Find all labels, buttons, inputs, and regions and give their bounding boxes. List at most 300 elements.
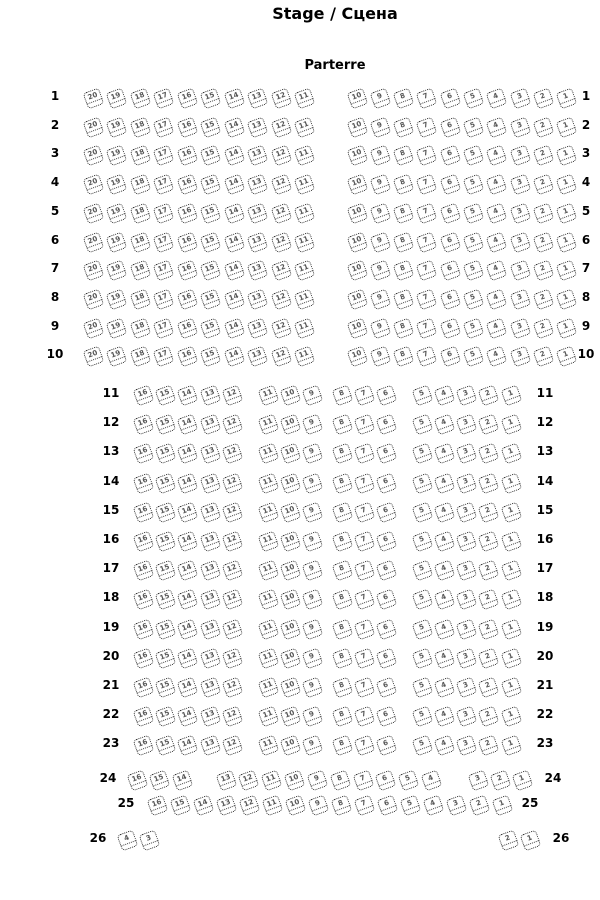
seat-row11-9[interactable] xyxy=(302,385,324,407)
seat-row4-16[interactable] xyxy=(176,174,198,196)
seat-row13-10[interactable] xyxy=(279,443,301,465)
seat-row11-2[interactable] xyxy=(478,385,500,407)
seat-row21-2[interactable] xyxy=(478,677,500,699)
seat-row2-20[interactable] xyxy=(82,116,104,138)
seat-row23-1[interactable] xyxy=(500,735,522,757)
seat-row22-1[interactable] xyxy=(500,706,522,728)
seat-row10-14[interactable] xyxy=(223,346,245,368)
seat-row9-18[interactable] xyxy=(129,317,151,339)
seat-row4-8[interactable] xyxy=(393,174,415,196)
seat-row3-6[interactable] xyxy=(439,145,461,167)
seat-row11-12[interactable] xyxy=(222,385,244,407)
seat-row9-20[interactable] xyxy=(82,317,104,339)
seat-row20-15[interactable] xyxy=(154,647,176,669)
seat-row1-18[interactable] xyxy=(129,88,151,110)
seat-row19-9[interactable] xyxy=(302,618,324,640)
seat-row11-16[interactable] xyxy=(132,385,154,407)
seat-row26-4[interactable] xyxy=(116,830,138,852)
seat-row8-5[interactable] xyxy=(463,288,485,310)
seat-row23-16[interactable] xyxy=(132,735,154,757)
seat-row2-13[interactable] xyxy=(247,116,269,138)
seat-row17-11[interactable] xyxy=(257,560,279,582)
seat-row11-7[interactable] xyxy=(353,385,375,407)
seat-row1-6[interactable] xyxy=(439,88,461,110)
seat-row4-3[interactable] xyxy=(509,174,531,196)
seat-row2-16[interactable] xyxy=(176,116,198,138)
seat-row20-3[interactable] xyxy=(456,647,478,669)
seat-row15-14[interactable] xyxy=(177,501,199,523)
seat-row3-5[interactable] xyxy=(463,145,485,167)
seat-row12-7[interactable] xyxy=(353,414,375,436)
seat-row20-1[interactable] xyxy=(500,647,522,669)
seat-row9-17[interactable] xyxy=(153,317,175,339)
seat-row9-9[interactable] xyxy=(369,317,391,339)
seat-row6-15[interactable] xyxy=(200,231,222,253)
seat-row3-13[interactable] xyxy=(247,145,269,167)
seat-row18-1[interactable] xyxy=(500,589,522,611)
seat-row14-11[interactable] xyxy=(257,472,279,494)
seat-row22-11[interactable] xyxy=(257,706,279,728)
seat-row9-19[interactable] xyxy=(106,317,128,339)
seat-row6-8[interactable] xyxy=(393,231,415,253)
seat-row23-13[interactable] xyxy=(199,735,221,757)
seat-row24-10[interactable] xyxy=(284,770,306,792)
seat-row25-11[interactable] xyxy=(261,795,283,817)
seat-row4-4[interactable] xyxy=(486,174,508,196)
seat-row22-13[interactable] xyxy=(199,706,221,728)
seat-row3-19[interactable] xyxy=(106,145,128,167)
seat-row3-20[interactable] xyxy=(82,145,104,167)
seat-row8-4[interactable] xyxy=(486,288,508,310)
seat-row15-10[interactable] xyxy=(279,501,301,523)
seat-row16-3[interactable] xyxy=(456,531,478,553)
seat-row4-19[interactable] xyxy=(106,174,128,196)
seat-row16-16[interactable] xyxy=(132,531,154,553)
seat-row18-12[interactable] xyxy=(222,589,244,611)
seat-row11-6[interactable] xyxy=(376,385,398,407)
seat-row14-8[interactable] xyxy=(331,472,353,494)
seat-row5-6[interactable] xyxy=(439,202,461,224)
seat-row7-13[interactable] xyxy=(247,260,269,282)
seat-row26-1[interactable] xyxy=(520,830,542,852)
seat-row14-14[interactable] xyxy=(177,472,199,494)
seat-row12-12[interactable] xyxy=(222,414,244,436)
seat-row8-13[interactable] xyxy=(247,288,269,310)
seat-row17-6[interactable] xyxy=(376,560,398,582)
seat-row12-15[interactable] xyxy=(154,414,176,436)
seat-row11-8[interactable] xyxy=(331,385,353,407)
seat-row9-2[interactable] xyxy=(532,317,554,339)
seat-row8-6[interactable] xyxy=(439,288,461,310)
seat-row24-15[interactable] xyxy=(149,770,171,792)
seat-row19-5[interactable] xyxy=(411,618,433,640)
seat-row23-7[interactable] xyxy=(353,735,375,757)
seat-row17-8[interactable] xyxy=(331,560,353,582)
seat-row24-14[interactable] xyxy=(172,770,194,792)
seat-row10-15[interactable] xyxy=(200,346,222,368)
seat-row23-9[interactable] xyxy=(302,735,324,757)
seat-row7-20[interactable] xyxy=(82,260,104,282)
seat-row21-8[interactable] xyxy=(331,677,353,699)
seat-row19-3[interactable] xyxy=(456,618,478,640)
seat-row9-13[interactable] xyxy=(247,317,269,339)
seat-row1-12[interactable] xyxy=(270,88,292,110)
seat-row1-10[interactable] xyxy=(346,88,368,110)
seat-row23-15[interactable] xyxy=(154,735,176,757)
seat-row6-16[interactable] xyxy=(176,231,198,253)
seat-row9-7[interactable] xyxy=(416,317,438,339)
seat-row20-7[interactable] xyxy=(353,647,375,669)
seat-row9-6[interactable] xyxy=(439,317,461,339)
seat-row23-10[interactable] xyxy=(279,735,301,757)
seat-row17-5[interactable] xyxy=(411,560,433,582)
seat-row19-13[interactable] xyxy=(199,618,221,640)
seat-row15-15[interactable] xyxy=(154,501,176,523)
seat-row5-11[interactable] xyxy=(294,202,316,224)
seat-row18-15[interactable] xyxy=(154,589,176,611)
seat-row24-6[interactable] xyxy=(375,770,397,792)
seat-row13-11[interactable] xyxy=(257,443,279,465)
seat-row25-15[interactable] xyxy=(169,795,191,817)
seat-row3-1[interactable] xyxy=(556,145,578,167)
seat-row10-16[interactable] xyxy=(176,346,198,368)
seat-row10-6[interactable] xyxy=(439,346,461,368)
seat-row12-11[interactable] xyxy=(257,414,279,436)
seat-row5-2[interactable] xyxy=(532,202,554,224)
seat-row17-9[interactable] xyxy=(302,560,324,582)
seat-row24-1[interactable] xyxy=(512,770,534,792)
seat-row22-7[interactable] xyxy=(353,706,375,728)
seat-row16-2[interactable] xyxy=(478,531,500,553)
seat-row23-8[interactable] xyxy=(331,735,353,757)
seat-row20-2[interactable] xyxy=(478,647,500,669)
seat-row25-14[interactable] xyxy=(192,795,214,817)
seat-row13-1[interactable] xyxy=(500,443,522,465)
seat-row18-4[interactable] xyxy=(433,589,455,611)
seat-row13-6[interactable] xyxy=(376,443,398,465)
seat-row7-9[interactable] xyxy=(369,260,391,282)
seat-row16-5[interactable] xyxy=(411,531,433,553)
seat-row25-4[interactable] xyxy=(422,795,444,817)
seat-row11-5[interactable] xyxy=(411,385,433,407)
seat-row12-13[interactable] xyxy=(199,414,221,436)
seat-row5-12[interactable] xyxy=(270,202,292,224)
seat-row8-17[interactable] xyxy=(153,288,175,310)
seat-row4-14[interactable] xyxy=(223,174,245,196)
seat-row18-7[interactable] xyxy=(353,589,375,611)
seat-row5-18[interactable] xyxy=(129,202,151,224)
seat-row18-13[interactable] xyxy=(199,589,221,611)
seat-row7-4[interactable] xyxy=(486,260,508,282)
seat-row14-10[interactable] xyxy=(279,472,301,494)
seat-row15-12[interactable] xyxy=(222,501,244,523)
seat-row19-16[interactable] xyxy=(132,618,154,640)
seat-row2-11[interactable] xyxy=(294,116,316,138)
seat-row15-2[interactable] xyxy=(478,501,500,523)
seat-row6-4[interactable] xyxy=(486,231,508,253)
seat-row26-3[interactable] xyxy=(139,830,161,852)
seat-row3-11[interactable] xyxy=(294,145,316,167)
seat-row7-16[interactable] xyxy=(176,260,198,282)
seat-row8-14[interactable] xyxy=(223,288,245,310)
seat-row19-2[interactable] xyxy=(478,618,500,640)
seat-row25-9[interactable] xyxy=(307,795,329,817)
seat-row19-1[interactable] xyxy=(500,618,522,640)
seat-row13-2[interactable] xyxy=(478,443,500,465)
seat-row25-10[interactable] xyxy=(284,795,306,817)
seat-row2-10[interactable] xyxy=(346,116,368,138)
seat-row13-13[interactable] xyxy=(199,443,221,465)
seat-row13-5[interactable] xyxy=(411,443,433,465)
seat-row11-15[interactable] xyxy=(154,385,176,407)
seat-row7-5[interactable] xyxy=(463,260,485,282)
seat-row20-10[interactable] xyxy=(279,647,301,669)
seat-row12-16[interactable] xyxy=(132,414,154,436)
seat-row17-10[interactable] xyxy=(279,560,301,582)
seat-row11-1[interactable] xyxy=(500,385,522,407)
seat-row10-13[interactable] xyxy=(247,346,269,368)
seat-row26-2[interactable] xyxy=(497,830,519,852)
seat-row4-10[interactable] xyxy=(346,174,368,196)
seat-row15-8[interactable] xyxy=(331,501,353,523)
seat-row10-9[interactable] xyxy=(369,346,391,368)
seat-row1-8[interactable] xyxy=(393,88,415,110)
seat-row21-12[interactable] xyxy=(222,677,244,699)
seat-row5-8[interactable] xyxy=(393,202,415,224)
seat-row4-7[interactable] xyxy=(416,174,438,196)
seat-row6-19[interactable] xyxy=(106,231,128,253)
seat-row12-10[interactable] xyxy=(279,414,301,436)
seat-row3-8[interactable] xyxy=(393,145,415,167)
seat-row21-14[interactable] xyxy=(177,677,199,699)
seat-row11-4[interactable] xyxy=(433,385,455,407)
seat-row8-3[interactable] xyxy=(509,288,531,310)
seat-row2-8[interactable] xyxy=(393,116,415,138)
seat-row24-5[interactable] xyxy=(398,770,420,792)
seat-row24-3[interactable] xyxy=(467,770,489,792)
seat-row10-1[interactable] xyxy=(556,346,578,368)
seat-row13-16[interactable] xyxy=(132,443,154,465)
seat-row16-1[interactable] xyxy=(500,531,522,553)
seat-row8-12[interactable] xyxy=(270,288,292,310)
seat-row17-12[interactable] xyxy=(222,560,244,582)
seat-row2-1[interactable] xyxy=(556,116,578,138)
seat-row6-17[interactable] xyxy=(153,231,175,253)
seat-row8-16[interactable] xyxy=(176,288,198,310)
seat-row14-7[interactable] xyxy=(353,472,375,494)
seat-row1-5[interactable] xyxy=(463,88,485,110)
seat-row24-12[interactable] xyxy=(238,770,260,792)
seat-row3-7[interactable] xyxy=(416,145,438,167)
seat-row2-18[interactable] xyxy=(129,116,151,138)
seat-row6-1[interactable] xyxy=(556,231,578,253)
seat-row5-13[interactable] xyxy=(247,202,269,224)
seat-row1-7[interactable] xyxy=(416,88,438,110)
seat-row12-6[interactable] xyxy=(376,414,398,436)
seat-row24-4[interactable] xyxy=(421,770,443,792)
seat-row6-6[interactable] xyxy=(439,231,461,253)
seat-row2-9[interactable] xyxy=(369,116,391,138)
seat-row14-4[interactable] xyxy=(433,472,455,494)
seat-row2-5[interactable] xyxy=(463,116,485,138)
seat-row16-14[interactable] xyxy=(177,531,199,553)
seat-row11-10[interactable] xyxy=(279,385,301,407)
seat-row18-9[interactable] xyxy=(302,589,324,611)
seat-row2-19[interactable] xyxy=(106,116,128,138)
seat-row14-12[interactable] xyxy=(222,472,244,494)
seat-row24-11[interactable] xyxy=(261,770,283,792)
seat-row7-19[interactable] xyxy=(106,260,128,282)
seat-row6-9[interactable] xyxy=(369,231,391,253)
seat-row14-2[interactable] xyxy=(478,472,500,494)
seat-row12-9[interactable] xyxy=(302,414,324,436)
seat-row4-18[interactable] xyxy=(129,174,151,196)
seat-row2-14[interactable] xyxy=(223,116,245,138)
seat-row10-4[interactable] xyxy=(486,346,508,368)
seat-row3-15[interactable] xyxy=(200,145,222,167)
seat-row21-4[interactable] xyxy=(433,677,455,699)
seat-row13-9[interactable] xyxy=(302,443,324,465)
seat-row5-14[interactable] xyxy=(223,202,245,224)
seat-row19-7[interactable] xyxy=(353,618,375,640)
seat-row7-6[interactable] xyxy=(439,260,461,282)
seat-row6-5[interactable] xyxy=(463,231,485,253)
seat-row11-14[interactable] xyxy=(177,385,199,407)
seat-row4-17[interactable] xyxy=(153,174,175,196)
seat-row1-20[interactable] xyxy=(82,88,104,110)
seat-row1-2[interactable] xyxy=(532,88,554,110)
seat-row19-4[interactable] xyxy=(433,618,455,640)
seat-row17-7[interactable] xyxy=(353,560,375,582)
seat-row24-7[interactable] xyxy=(352,770,374,792)
seat-row10-11[interactable] xyxy=(294,346,316,368)
seat-row19-8[interactable] xyxy=(331,618,353,640)
seat-row2-17[interactable] xyxy=(153,116,175,138)
seat-row14-3[interactable] xyxy=(456,472,478,494)
seat-row10-20[interactable] xyxy=(82,346,104,368)
seat-row2-12[interactable] xyxy=(270,116,292,138)
seat-row10-18[interactable] xyxy=(129,346,151,368)
seat-row7-15[interactable] xyxy=(200,260,222,282)
seat-row24-9[interactable] xyxy=(306,770,328,792)
seat-row15-3[interactable] xyxy=(456,501,478,523)
seat-row4-9[interactable] xyxy=(369,174,391,196)
seat-row22-15[interactable] xyxy=(154,706,176,728)
seat-row1-9[interactable] xyxy=(369,88,391,110)
seat-row6-3[interactable] xyxy=(509,231,531,253)
seat-row4-13[interactable] xyxy=(247,174,269,196)
seat-row17-16[interactable] xyxy=(132,560,154,582)
seat-row7-14[interactable] xyxy=(223,260,245,282)
seat-row9-14[interactable] xyxy=(223,317,245,339)
seat-row15-1[interactable] xyxy=(500,501,522,523)
seat-row10-10[interactable] xyxy=(346,346,368,368)
seat-row24-2[interactable] xyxy=(489,770,511,792)
seat-row21-6[interactable] xyxy=(376,677,398,699)
seat-row17-14[interactable] xyxy=(177,560,199,582)
seat-row24-13[interactable] xyxy=(215,770,237,792)
seat-row2-7[interactable] xyxy=(416,116,438,138)
seat-row8-19[interactable] xyxy=(106,288,128,310)
seat-row21-9[interactable] xyxy=(302,677,324,699)
seat-row14-1[interactable] xyxy=(500,472,522,494)
seat-row3-2[interactable] xyxy=(532,145,554,167)
seat-row12-4[interactable] xyxy=(433,414,455,436)
seat-row18-16[interactable] xyxy=(132,589,154,611)
seat-row21-15[interactable] xyxy=(154,677,176,699)
seat-row8-9[interactable] xyxy=(369,288,391,310)
seat-row8-18[interactable] xyxy=(129,288,151,310)
seat-row3-14[interactable] xyxy=(223,145,245,167)
seat-row1-11[interactable] xyxy=(294,88,316,110)
seat-row25-7[interactable] xyxy=(353,795,375,817)
seat-row5-10[interactable] xyxy=(346,202,368,224)
seat-row9-12[interactable] xyxy=(270,317,292,339)
seat-row5-9[interactable] xyxy=(369,202,391,224)
seat-row22-5[interactable] xyxy=(411,706,433,728)
seat-row9-16[interactable] xyxy=(176,317,198,339)
seat-row18-11[interactable] xyxy=(257,589,279,611)
seat-row8-8[interactable] xyxy=(393,288,415,310)
seat-row4-12[interactable] xyxy=(270,174,292,196)
seat-row7-11[interactable] xyxy=(294,260,316,282)
seat-row22-6[interactable] xyxy=(376,706,398,728)
seat-row13-7[interactable] xyxy=(353,443,375,465)
seat-row16-6[interactable] xyxy=(376,531,398,553)
seat-row24-8[interactable] xyxy=(329,770,351,792)
seat-row3-9[interactable] xyxy=(369,145,391,167)
seat-row1-14[interactable] xyxy=(223,88,245,110)
seat-row15-4[interactable] xyxy=(433,501,455,523)
seat-row12-2[interactable] xyxy=(478,414,500,436)
seat-row7-12[interactable] xyxy=(270,260,292,282)
seat-row7-3[interactable] xyxy=(509,260,531,282)
seat-row10-3[interactable] xyxy=(509,346,531,368)
seat-row2-4[interactable] xyxy=(486,116,508,138)
seat-row13-3[interactable] xyxy=(456,443,478,465)
seat-row20-4[interactable] xyxy=(433,647,455,669)
seat-row22-14[interactable] xyxy=(177,706,199,728)
seat-row19-10[interactable] xyxy=(279,618,301,640)
seat-row3-4[interactable] xyxy=(486,145,508,167)
seat-row25-1[interactable] xyxy=(491,795,513,817)
seat-row7-17[interactable] xyxy=(153,260,175,282)
seat-row16-8[interactable] xyxy=(331,531,353,553)
seat-row1-15[interactable] xyxy=(200,88,222,110)
seat-row16-9[interactable] xyxy=(302,531,324,553)
seat-row9-10[interactable] xyxy=(346,317,368,339)
seat-row1-19[interactable] xyxy=(106,88,128,110)
seat-row5-3[interactable] xyxy=(509,202,531,224)
seat-row22-9[interactable] xyxy=(302,706,324,728)
seat-row9-4[interactable] xyxy=(486,317,508,339)
seat-row18-10[interactable] xyxy=(279,589,301,611)
seat-row16-11[interactable] xyxy=(257,531,279,553)
seat-row21-13[interactable] xyxy=(199,677,221,699)
seat-row17-2[interactable] xyxy=(478,560,500,582)
seat-row21-3[interactable] xyxy=(456,677,478,699)
seat-row20-5[interactable] xyxy=(411,647,433,669)
seat-row10-8[interactable] xyxy=(393,346,415,368)
seat-row9-8[interactable] xyxy=(393,317,415,339)
seat-row6-11[interactable] xyxy=(294,231,316,253)
seat-row25-5[interactable] xyxy=(399,795,421,817)
seat-row6-20[interactable] xyxy=(82,231,104,253)
seat-row21-5[interactable] xyxy=(411,677,433,699)
seat-row23-11[interactable] xyxy=(257,735,279,757)
seat-row12-8[interactable] xyxy=(331,414,353,436)
seat-row20-13[interactable] xyxy=(199,647,221,669)
